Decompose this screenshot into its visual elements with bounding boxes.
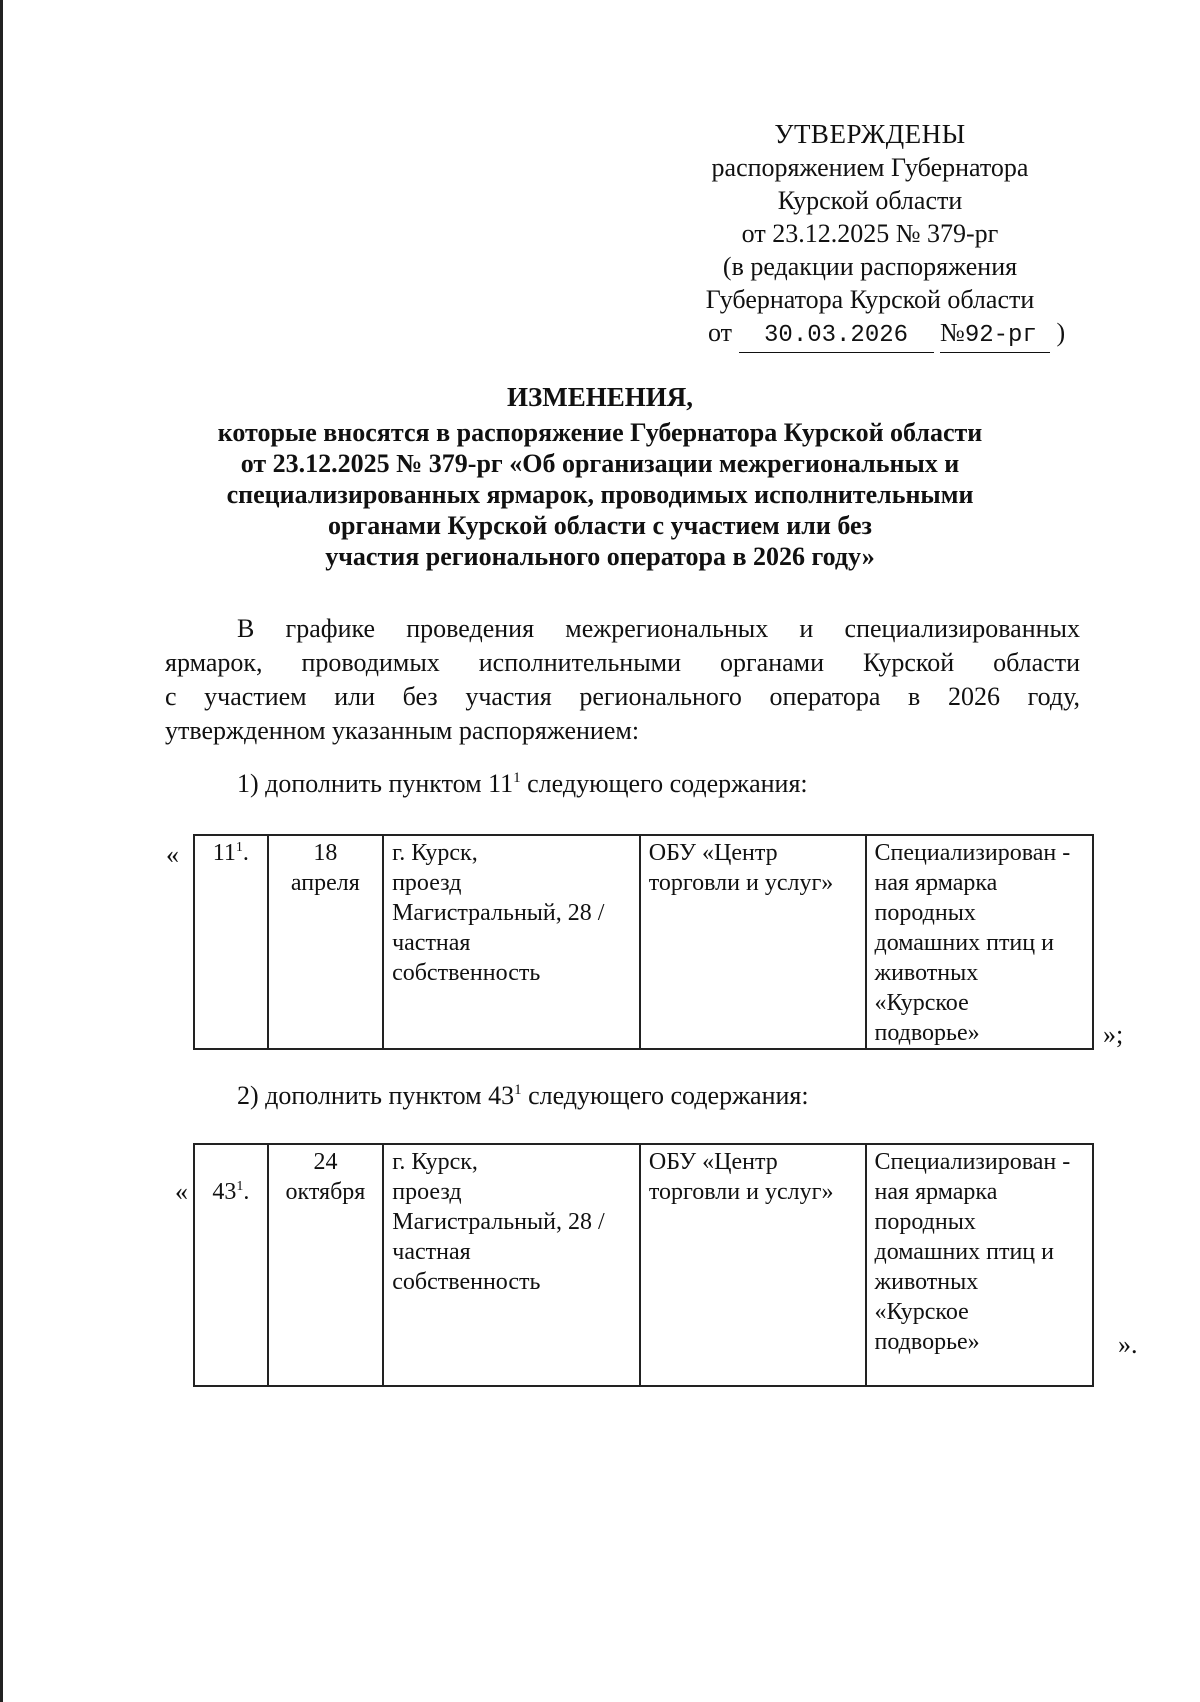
cell-description (866, 835, 1094, 1049)
approval-date-line (660, 316, 1080, 353)
item-label-text: следующего содержания: (521, 1081, 809, 1110)
cell-organizer (640, 835, 866, 1049)
number-prefix: № (940, 318, 965, 347)
close-paren: ) (1056, 318, 1066, 347)
description-line: ная ярмарка (874, 870, 998, 896)
row-number-suffix: . (242, 840, 249, 866)
item-1-table (193, 834, 1094, 1050)
cell-number (194, 1144, 268, 1386)
cell-number (194, 835, 268, 1049)
row-number: 11 (212, 840, 236, 866)
table-row (194, 1144, 1093, 1386)
approval-line: от 23.12.2025 № 379-рг (741, 219, 999, 248)
address-line: частная (392, 930, 471, 956)
organizer-line: торговли и услуг» (648, 1179, 834, 1205)
cell-address (383, 1144, 640, 1386)
open-quote: « (175, 1177, 188, 1206)
item-label-text: следующего содержания: (520, 769, 808, 798)
date-day: 18 (313, 840, 338, 866)
row-number-suffix: . (243, 1179, 250, 1205)
cell-date (268, 835, 383, 1049)
edition-date: 30.03.2026 (739, 319, 934, 353)
description-line: домашних птиц и (874, 930, 1054, 956)
address-line: Магистральный, 28 / (392, 1209, 605, 1235)
approval-block (660, 118, 1080, 353)
approval-line: Курской области (777, 186, 963, 215)
heading-line: от 23.12.2025 № 379-рг «Об организации межрегиональных и (240, 449, 960, 478)
item-label-text: 1) дополнить пунктом 11 (237, 769, 514, 798)
intro-paragraph (165, 612, 1080, 748)
intro-line: В графике проведения межрегиональных и специализированных (237, 614, 1080, 643)
row-number-sup: 1 (235, 840, 243, 855)
approval-line: (в редакции распоряжения (722, 252, 1018, 281)
item-1-label (237, 768, 808, 800)
heading-line: специализированных ярмарок, проводимых исполнительными (226, 480, 974, 509)
description-line: животных (874, 960, 979, 986)
row-number: 43 (212, 1179, 237, 1205)
address-line: проезд (392, 870, 462, 896)
description-line: Специализирован - (874, 1149, 1071, 1175)
item-label-sup: 1 (513, 770, 521, 786)
description-line: животных (874, 1269, 979, 1295)
heading-line: которые вносятся в распоряжение Губернатора Курской области (217, 418, 983, 447)
approval-line: распоряжением Губернатора (711, 153, 1029, 182)
table-row (194, 835, 1093, 1049)
intro-line: ярмарок, проводимых исполнительными органами Курской области (165, 648, 1080, 677)
address-line: г. Курск, (392, 1149, 478, 1175)
heading-title: ИЗМЕНЕНИЯ, (506, 382, 693, 412)
description-line: подворье» (874, 1020, 980, 1046)
open-quote: « (166, 840, 179, 869)
heading-line: участия регионального оператора в 2026 году» (325, 542, 875, 571)
description-line: ная ярмарка (874, 1179, 998, 1205)
organizer-line: ОБУ «Центр (648, 1149, 778, 1175)
date-prefix: от (708, 318, 733, 347)
address-line: частная (392, 1239, 471, 1265)
date-day: 24 (313, 1149, 338, 1175)
address-line: собственность (392, 960, 541, 986)
description-line: подворье» (874, 1329, 980, 1355)
approval-line: Губернатора Курской области (705, 285, 1035, 314)
address-line: собственность (392, 1269, 541, 1295)
edition-number: 92-рг (964, 322, 1037, 349)
description-line: Специализирован - (874, 840, 1071, 866)
cell-address (383, 835, 640, 1049)
date-month: октября (285, 1179, 366, 1205)
row-number-sup: 1 (236, 1179, 244, 1194)
close-quote: »; (1103, 1020, 1124, 1049)
item-2-table (193, 1143, 1094, 1387)
address-line: Магистральный, 28 / (392, 900, 605, 926)
approval-title: УТВЕРЖДЕНЫ (774, 119, 966, 149)
date-month: апреля (290, 870, 360, 896)
close-quote: ». (1118, 1330, 1138, 1359)
description-line: породных (874, 900, 976, 926)
organizer-line: торговли и услуг» (648, 870, 834, 896)
description-line: «Курское (874, 990, 969, 1016)
item-2-label (237, 1080, 809, 1112)
description-line: «Курское (874, 1299, 969, 1325)
cell-date (268, 1144, 384, 1386)
heading-line: органами Курской области с участием или без (328, 511, 872, 540)
cell-description (866, 1144, 1093, 1386)
item-label-sup: 1 (514, 1082, 522, 1098)
intro-line: утвержденном указанным распоряжением: (165, 716, 640, 745)
document-heading (100, 382, 1100, 572)
intro-line: с участием или без участия регионального оператора в 2026 году, (165, 682, 1080, 711)
item-label-text: 2) дополнить пунктом 43 (237, 1081, 515, 1110)
address-line: проезд (392, 1179, 462, 1205)
edition-number-field (940, 316, 1050, 353)
description-line: породных (874, 1209, 976, 1235)
cell-organizer (640, 1144, 866, 1386)
address-line: г. Курск, (392, 840, 478, 866)
description-line: домашних птиц и (874, 1239, 1054, 1265)
organizer-line: ОБУ «Центр (648, 840, 778, 866)
